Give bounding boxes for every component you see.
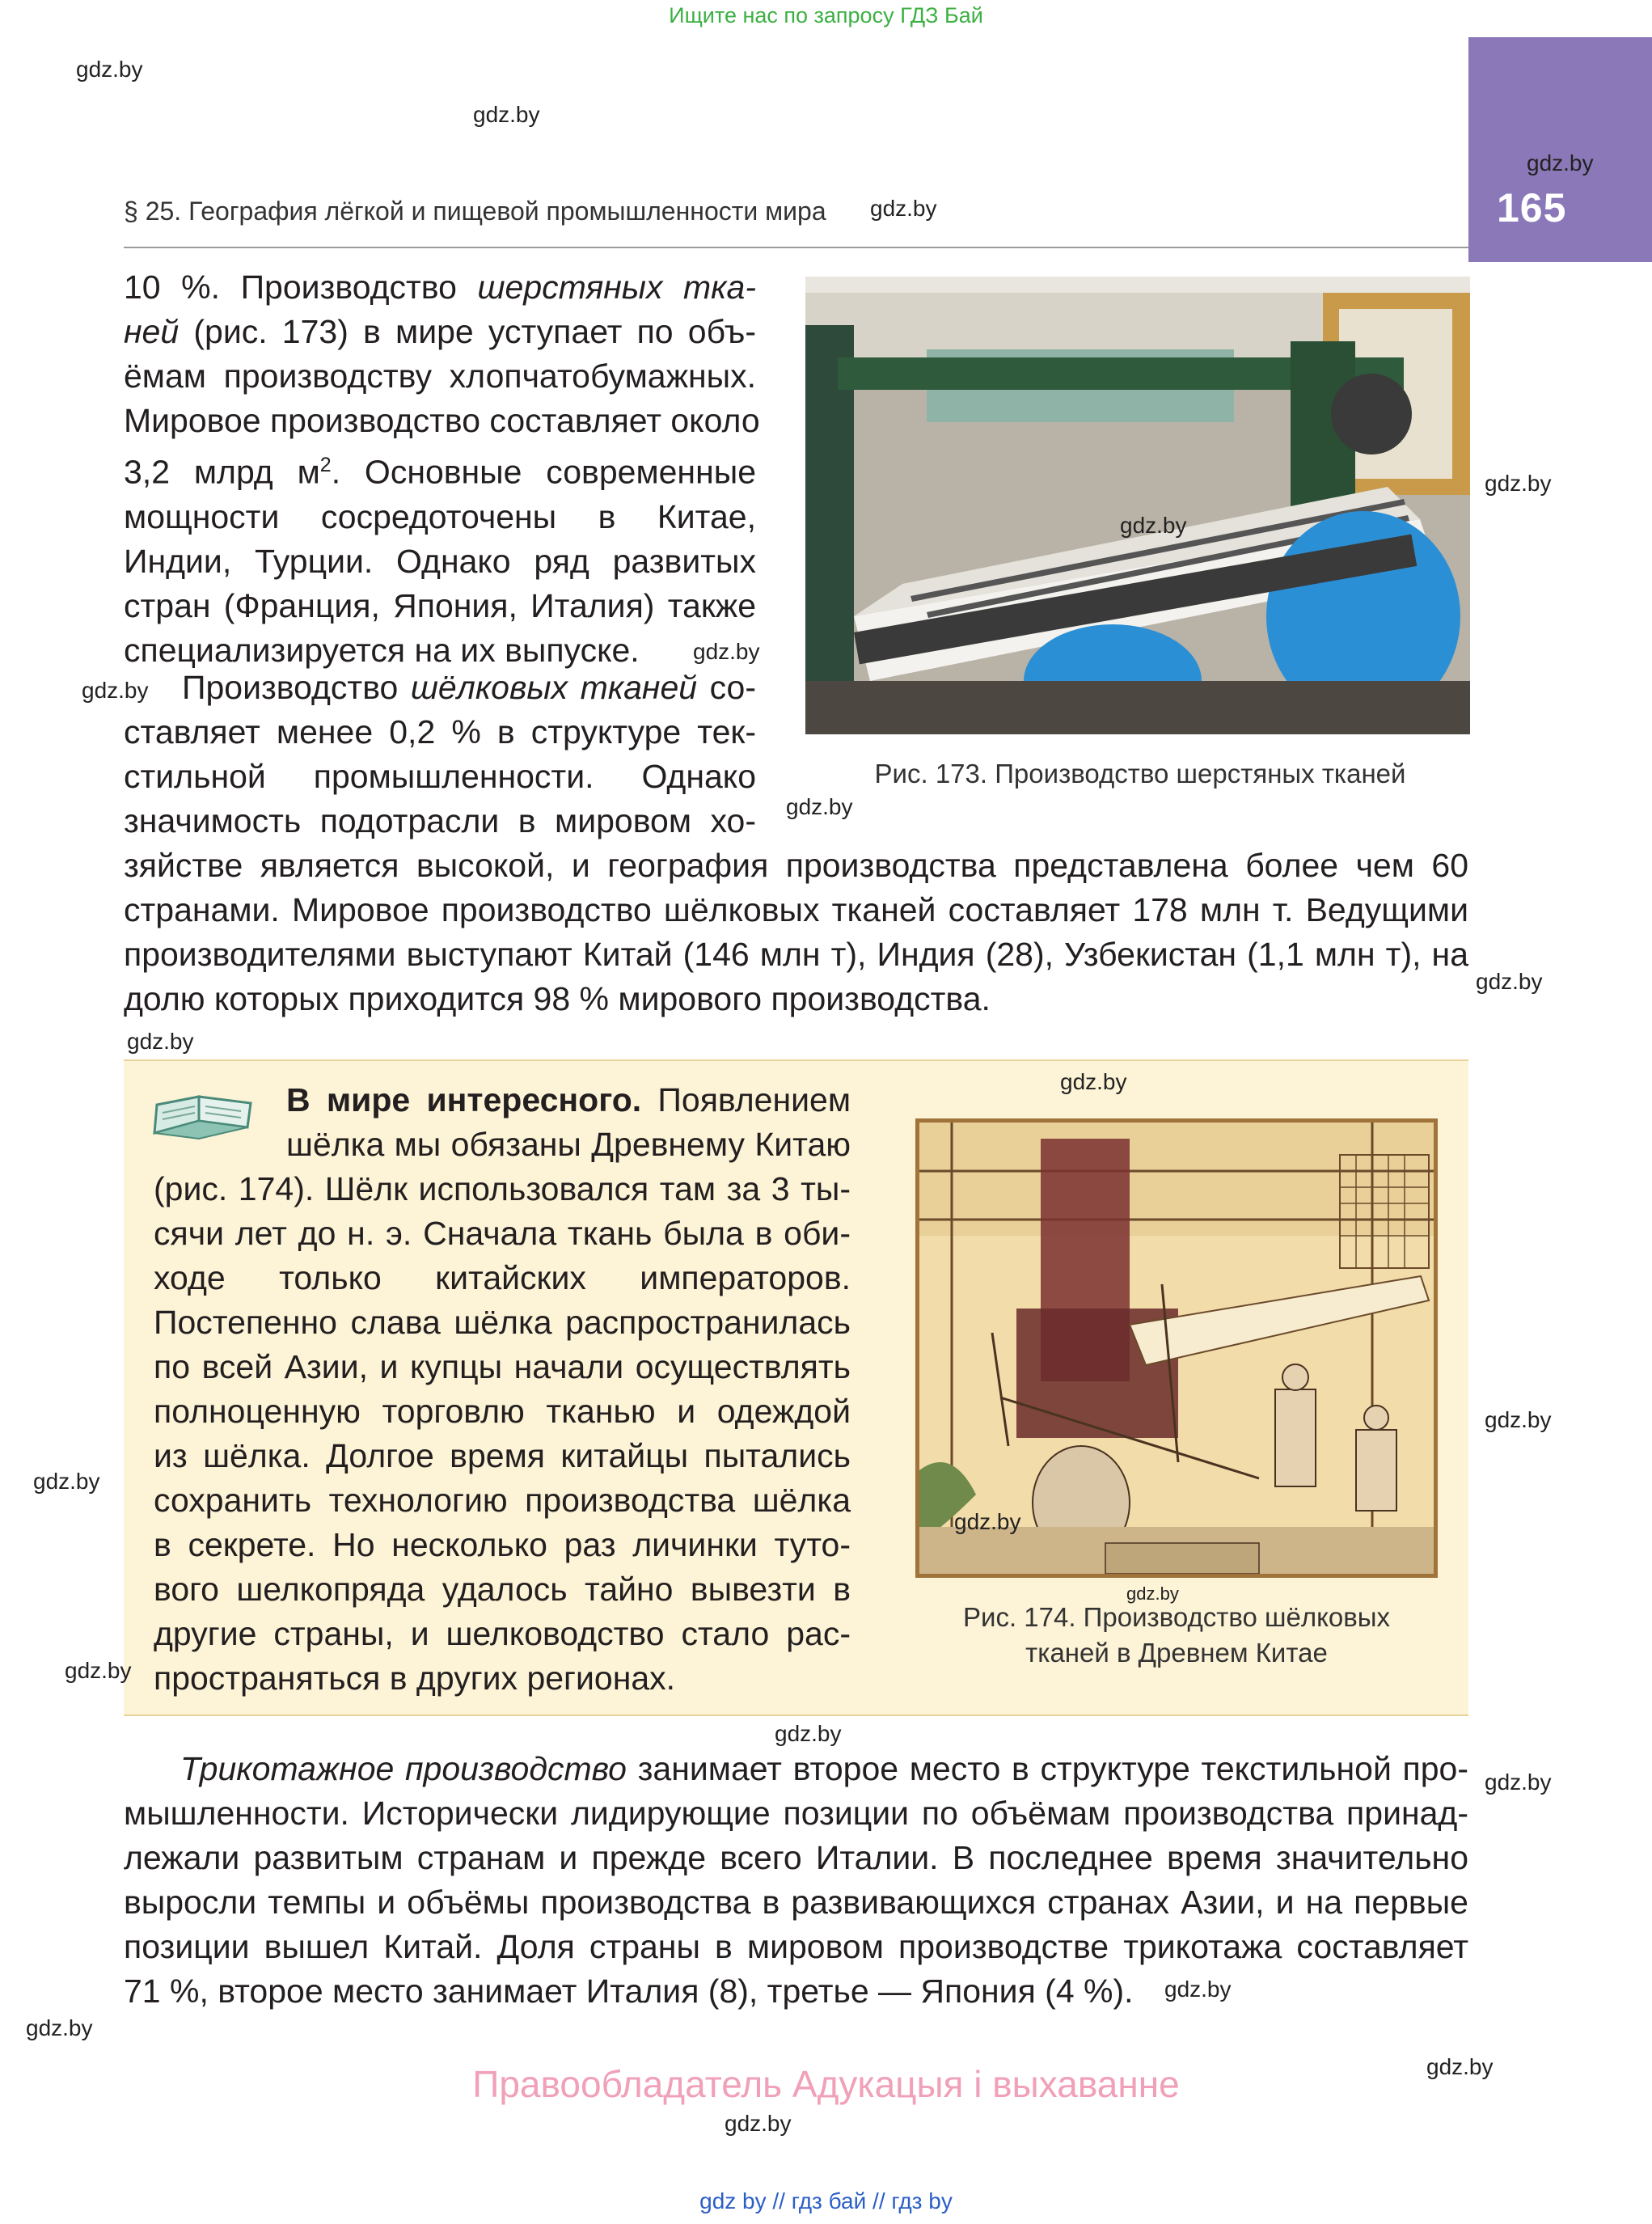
header-divider	[124, 247, 1468, 248]
paragraph-wool: 10 %. Производство шерстяных тка- ней (рис. 173) в мире уступает по объ- ёмам производству хлопчатобумажных. Мировое производство составляет около 3,2 млрд $м^2$. Основные современные мощности сосредоточены в Китае, Индии, Турции. Однако ряд развитых стран (Франция, Япония, Италия) также специализируется на их выпуске.	[124, 268, 760, 669]
watermark: gdz.by	[1485, 1407, 1552, 1432]
copyright-owner: Правообладатель Адукацыя і выхаванне	[472, 2063, 1180, 2105]
watermark: gdz.by	[870, 196, 937, 221]
watermark: gdz.by	[1485, 471, 1552, 496]
footer-links[interactable]: gdz by // гдз бай // гдз by	[699, 2188, 953, 2213]
watermark: gdz.by	[693, 639, 760, 664]
loom-illustration	[805, 277, 1470, 734]
watermark: gdz.by	[473, 102, 540, 127]
page-number: 165	[1497, 185, 1567, 230]
watermark: gdz.by	[127, 1029, 194, 1054]
figure-174-caption: Рис. 174. Производство шёлковых тканей в Древнем Китае	[963, 1602, 1390, 1668]
watermark: gdz.by	[725, 2111, 792, 2136]
watermark: gdz.by	[33, 1469, 100, 1494]
watermark: gdz.by	[775, 1721, 842, 1746]
watermark: gdz.by	[82, 678, 149, 703]
paragraph-knitwear: Трикотажное производство занимает второе место в структуре текстильной про- мышленности. Исторически лидирующие позиции по объёмам производства принад- лежали развитым странам и прежде всего Италии. В последнее время значительно выросли темпы и объёмы производства в развивающихся странах Азии, и на первые позиции вышел Китай. Доля страны в мировом производстве трикотажа составляет 71 %, второе место занимает Италия (8), третье — Япония (4 %).	[124, 1750, 1468, 2010]
watermark: gdz.by	[1485, 1769, 1552, 1795]
watermark: gdz.by	[1476, 969, 1543, 994]
watermark: gdz.by	[1164, 1977, 1232, 2002]
infobox-text: В мире интересного. Появлением шёлка мы обязаны Древнему Китаю (рис. 174). Шёлк использовался там за 3 ты- сячи лет до н. э. Сначала ткань была в оби- ходе только китайских императоров. Постепенно слава шёлка распространилась по всей Азии, и купцы начали осуществлять полноценную торговлю тканью и одеждой из шёлка. Долгое время китайцы пытались сохранить технологию производства шёлка в секрете. Но несколько раз личинки туто- вого шелкопряда удалось тайно вывезти в другие страны, и шелководство стало рас- пространяться в других регионах.	[154, 1081, 851, 1697]
watermark: gdz.by	[1126, 1583, 1179, 1604]
top-banner-link[interactable]: Ищите нас по запросу ГДЗ Бай	[669, 3, 983, 27]
watermark: gdz.by	[786, 794, 853, 819]
watermark: gdz.by	[26, 2015, 93, 2040]
figure-173-caption: Рис. 173. Производство шерстяных тканей	[874, 759, 1406, 789]
paragraph-silk-narrow: Производство шёлковых тканей со- ставляет менее 0,2 % в структуре тек- стильной промышленности. Однако значимость подотрасли в мировом хо-	[124, 669, 757, 839]
running-head: § 25. География лёгкой и пищевой промышленности мира	[124, 197, 826, 226]
watermark: gdz.by	[65, 1658, 132, 1683]
watermark: gdz.by	[1120, 513, 1187, 538]
watermark: gdz.by	[1060, 1069, 1127, 1094]
wool-loom-photo	[805, 277, 1470, 734]
paragraph-silk-wide: зяйстве является высокой, и география производства представлена более чем 60 странами. Мировое производство шёлковых тканей составляет 178 млн т. Ведущими производителями выступают Китай (146 млн т), Индия (28), Узбекистан (1,1 млн т), на долю которых приходится 98 % мирового производства.	[124, 847, 1468, 1017]
watermark: gdz.by	[1426, 2054, 1494, 2079]
watermark: gdz.by	[954, 1509, 1021, 1534]
watermark: gdz.by	[76, 57, 143, 82]
watermark: gdz.by	[1527, 150, 1594, 175]
